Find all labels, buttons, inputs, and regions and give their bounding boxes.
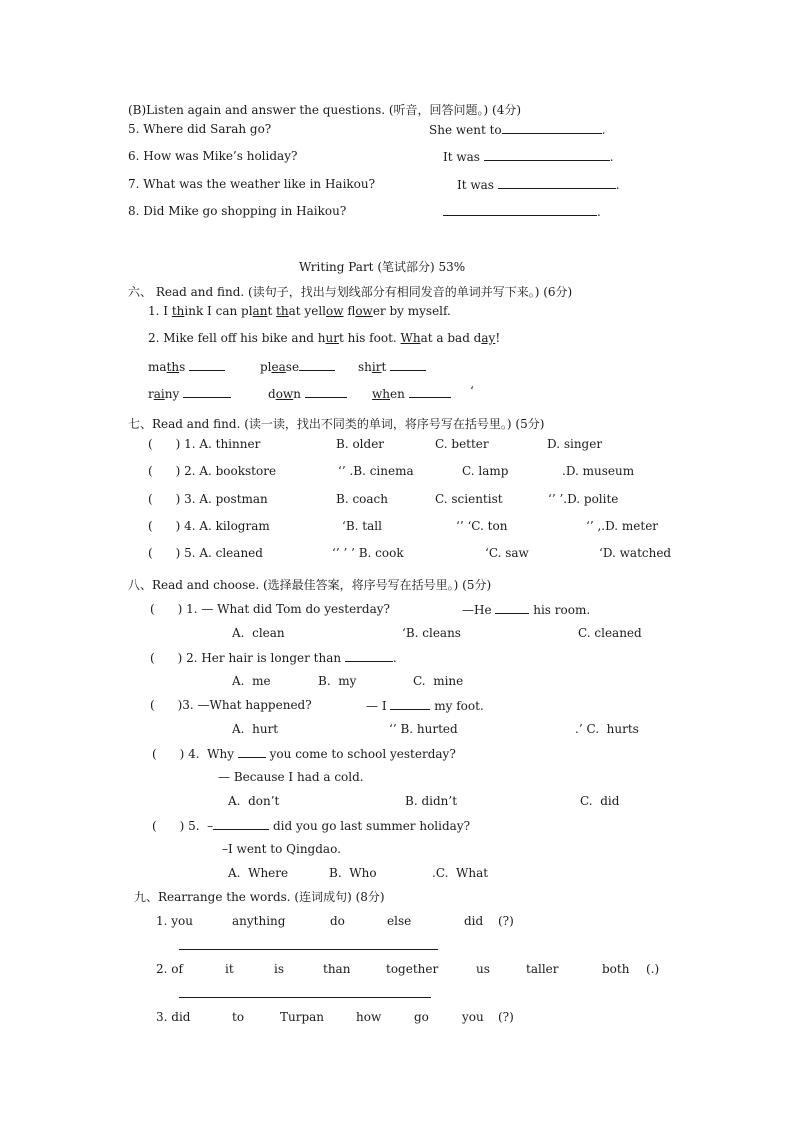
- s8-q3-option-b: ‘’ B. hurted: [389, 722, 458, 736]
- stray-mark: ‘: [470, 384, 474, 398]
- listening-header: (B)Listen again and answer the questions. (听音，回答问题。) (4分): [128, 103, 522, 117]
- s8-q5-reply: –I went to Qingdao.: [222, 842, 341, 856]
- answer-6-blank[interactable]: [484, 149, 610, 161]
- s8-q5-option-a: A. Where: [228, 866, 289, 880]
- section-6-header: 六、 Read and find. (读句子，找出与划线部分有相同发音的单词并写下来。) (6分): [128, 285, 573, 299]
- s9-row-3-word-3: Turpan: [280, 1010, 325, 1024]
- s8-q3-blank[interactable]: [390, 698, 430, 710]
- word-when-blank[interactable]: [409, 386, 451, 398]
- answer-8: [443, 204, 601, 219]
- s7-row-3-c: C. scientist: [435, 492, 503, 506]
- s9-row-3-word-1: 3. did: [156, 1010, 191, 1024]
- s8-q2-option-c: C. mine: [413, 674, 464, 688]
- s7-row-4-b: ‘B. tall: [342, 519, 382, 533]
- s7-row-3-d: ‘’ ’.D. polite: [548, 492, 619, 506]
- s9-row-3-word-4: how: [356, 1010, 382, 1024]
- s8-q4-option-b: B. didn’t: [405, 794, 458, 808]
- s8-q1-option-c: C. cleaned: [578, 626, 642, 640]
- question-5: 5. Where did Sarah go?: [128, 122, 272, 136]
- s8-q3-prompt: ( )3. —What happened?: [150, 698, 312, 712]
- answer-8-blank[interactable]: [443, 204, 597, 216]
- word-please-blank[interactable]: [299, 359, 335, 371]
- answer-7: [457, 177, 620, 192]
- answer-5: [429, 122, 605, 137]
- s7-row-2-c: C. lamp: [462, 464, 509, 478]
- s7-row-4-a: ( ) 4. A. kilogram: [148, 519, 270, 533]
- s9-row-2-word-2: it: [225, 962, 234, 976]
- s9-row-2-punct: (.): [646, 962, 660, 976]
- question-7: 7. What was the weather like in Haikou?: [128, 177, 376, 191]
- s9-row-3-punct: (?): [498, 1010, 514, 1024]
- s9-row-2-answer-line[interactable]: [179, 997, 431, 998]
- s7-row-5-c: ‘C. saw: [485, 546, 529, 560]
- answer-7-end: .: [615, 178, 620, 192]
- s9-row-2-word-3: is: [274, 962, 284, 976]
- s9-row-3-word-2: to: [232, 1010, 245, 1024]
- s8-q1-option-b: ‘B. cleans: [402, 626, 461, 640]
- word-when: when: [372, 386, 451, 401]
- s8-q3-reply: — I my foot.: [366, 699, 484, 713]
- answer-5-blank[interactable]: [502, 122, 602, 134]
- s9-row-2-word-1: 2. of: [156, 962, 183, 976]
- answer-6-end: .: [609, 150, 614, 164]
- s7-row-5-b: ‘’ ’ ’ B. cook: [332, 546, 404, 560]
- writing-part-title: Writing Part (笔试部分) 53%: [299, 260, 466, 274]
- answer-5-prefix: She went to: [429, 123, 502, 137]
- s9-row-2-word-7: taller: [526, 962, 559, 976]
- s9-row-1-punct: (?): [498, 914, 514, 928]
- s7-row-2-d: .D. museum: [562, 464, 635, 478]
- s7-row-3-b: B. coach: [336, 492, 388, 506]
- s7-row-4-c: ‘’ ‘C. ton: [456, 519, 508, 533]
- answer-7-blank[interactable]: [498, 177, 616, 189]
- s8-q4-reply: — Because I had a cold.: [218, 770, 364, 784]
- section-9-header: 九、Rearrange the words. (连词成句) (8分): [134, 890, 385, 904]
- s9-row-1-word-1: 1. you: [156, 914, 193, 928]
- s9-row-1-word-4: else: [387, 914, 412, 928]
- s8-q3-option-c: .’ C. hurts: [575, 722, 639, 736]
- s9-row-1-answer-line[interactable]: [179, 949, 438, 950]
- s7-row-1-d: D. singer: [547, 437, 603, 451]
- s7-row-1-c: C. better: [435, 437, 489, 451]
- s9-row-3-word-5: go: [414, 1010, 429, 1024]
- s8-q1-reply: —He his room.: [462, 603, 591, 617]
- s9-row-2-word-8: both: [602, 962, 630, 976]
- s8-q1-blank[interactable]: [495, 602, 529, 614]
- s8-q1-prompt: ( ) 1. — What did Tom do yesterday?: [150, 602, 390, 616]
- word-shirt-blank[interactable]: [390, 359, 426, 371]
- s8-q2-option-a: A. me: [232, 674, 271, 688]
- s7-row-3-a: ( ) 3. A. postman: [148, 492, 268, 506]
- answer-7-prefix: It was: [457, 178, 494, 192]
- s8-q2-option-b: B. my: [318, 674, 357, 688]
- word-rainy-blank[interactable]: [183, 386, 231, 398]
- word-maths-blank[interactable]: [189, 359, 225, 371]
- s9-row-1-word-3: do: [330, 914, 345, 928]
- answer-6: [443, 149, 614, 164]
- s9-row-2-word-5: together: [386, 962, 439, 976]
- word-please: please: [260, 359, 335, 374]
- s7-row-1-b: B. older: [336, 437, 385, 451]
- s8-q4-option-c: C. did: [580, 794, 620, 808]
- question-8: 8. Did Mike go shopping in Haikou?: [128, 204, 347, 218]
- s8-q5-prompt: ( ) 5. – did you go last summer holiday?: [152, 819, 471, 833]
- section-6-sentence-1: 1. I think I can plant that yellow flower by myself.: [148, 304, 451, 318]
- word-shirt: shirt: [358, 359, 426, 374]
- answer-5-end: .: [601, 123, 606, 137]
- s8-q4-blank[interactable]: [238, 746, 266, 758]
- section-6-sentence-2: 2. Mike fell off his bike and hurt his foot. What a bad day!: [148, 331, 501, 345]
- s8-q2-blank[interactable]: [345, 650, 393, 662]
- s7-row-2-a: ( ) 2. A. bookstore: [148, 464, 277, 478]
- s7-row-4-d: ‘’ ,.D. meter: [586, 519, 659, 533]
- word-maths: maths: [148, 359, 225, 374]
- s9-row-1-word-5: did: [464, 914, 484, 928]
- s8-q2-prompt: ( ) 2. Her hair is longer than .: [150, 651, 397, 665]
- s7-row-5-a: ( ) 5. A. cleaned: [148, 546, 263, 560]
- s8-q5-option-c: .C. What: [432, 866, 489, 880]
- word-down: down: [268, 386, 347, 401]
- s8-q1-option-a: A. clean: [232, 626, 285, 640]
- s9-row-2-word-6: us: [476, 962, 490, 976]
- s8-q4-option-a: A. don’t: [228, 794, 280, 808]
- s9-row-2-word-4: than: [323, 962, 351, 976]
- s7-row-2-b: ‘’ .B. cinema: [338, 464, 414, 478]
- s7-row-1-a: ( ) 1. A. thinner: [148, 437, 261, 451]
- section-8-header: 八、Read and choose. (选择最佳答案，将序号写在括号里。) (5分): [128, 578, 492, 592]
- s8-q4-prompt: ( ) 4. Why you come to school yesterday?: [152, 747, 456, 761]
- answer-8-end: .: [597, 205, 601, 219]
- s7-row-5-d: ‘D. watched: [599, 546, 672, 560]
- s9-row-3-word-6: you: [462, 1010, 484, 1024]
- s8-q5-blank[interactable]: [213, 818, 269, 830]
- s8-q3-option-a: A. hurt: [232, 722, 279, 736]
- s9-row-1-word-2: anything: [232, 914, 286, 928]
- word-rainy: rainy: [148, 386, 231, 401]
- word-down-blank[interactable]: [305, 386, 347, 398]
- section-7-header: 七、Read and find. (读一读，找出不同类的单词，将序号写在括号里。) (5分): [128, 417, 545, 431]
- answer-6-prefix: It was: [443, 150, 480, 164]
- s8-q5-option-b: B. Who: [329, 866, 377, 880]
- question-6: 6. How was Mike’s holiday?: [128, 149, 298, 163]
